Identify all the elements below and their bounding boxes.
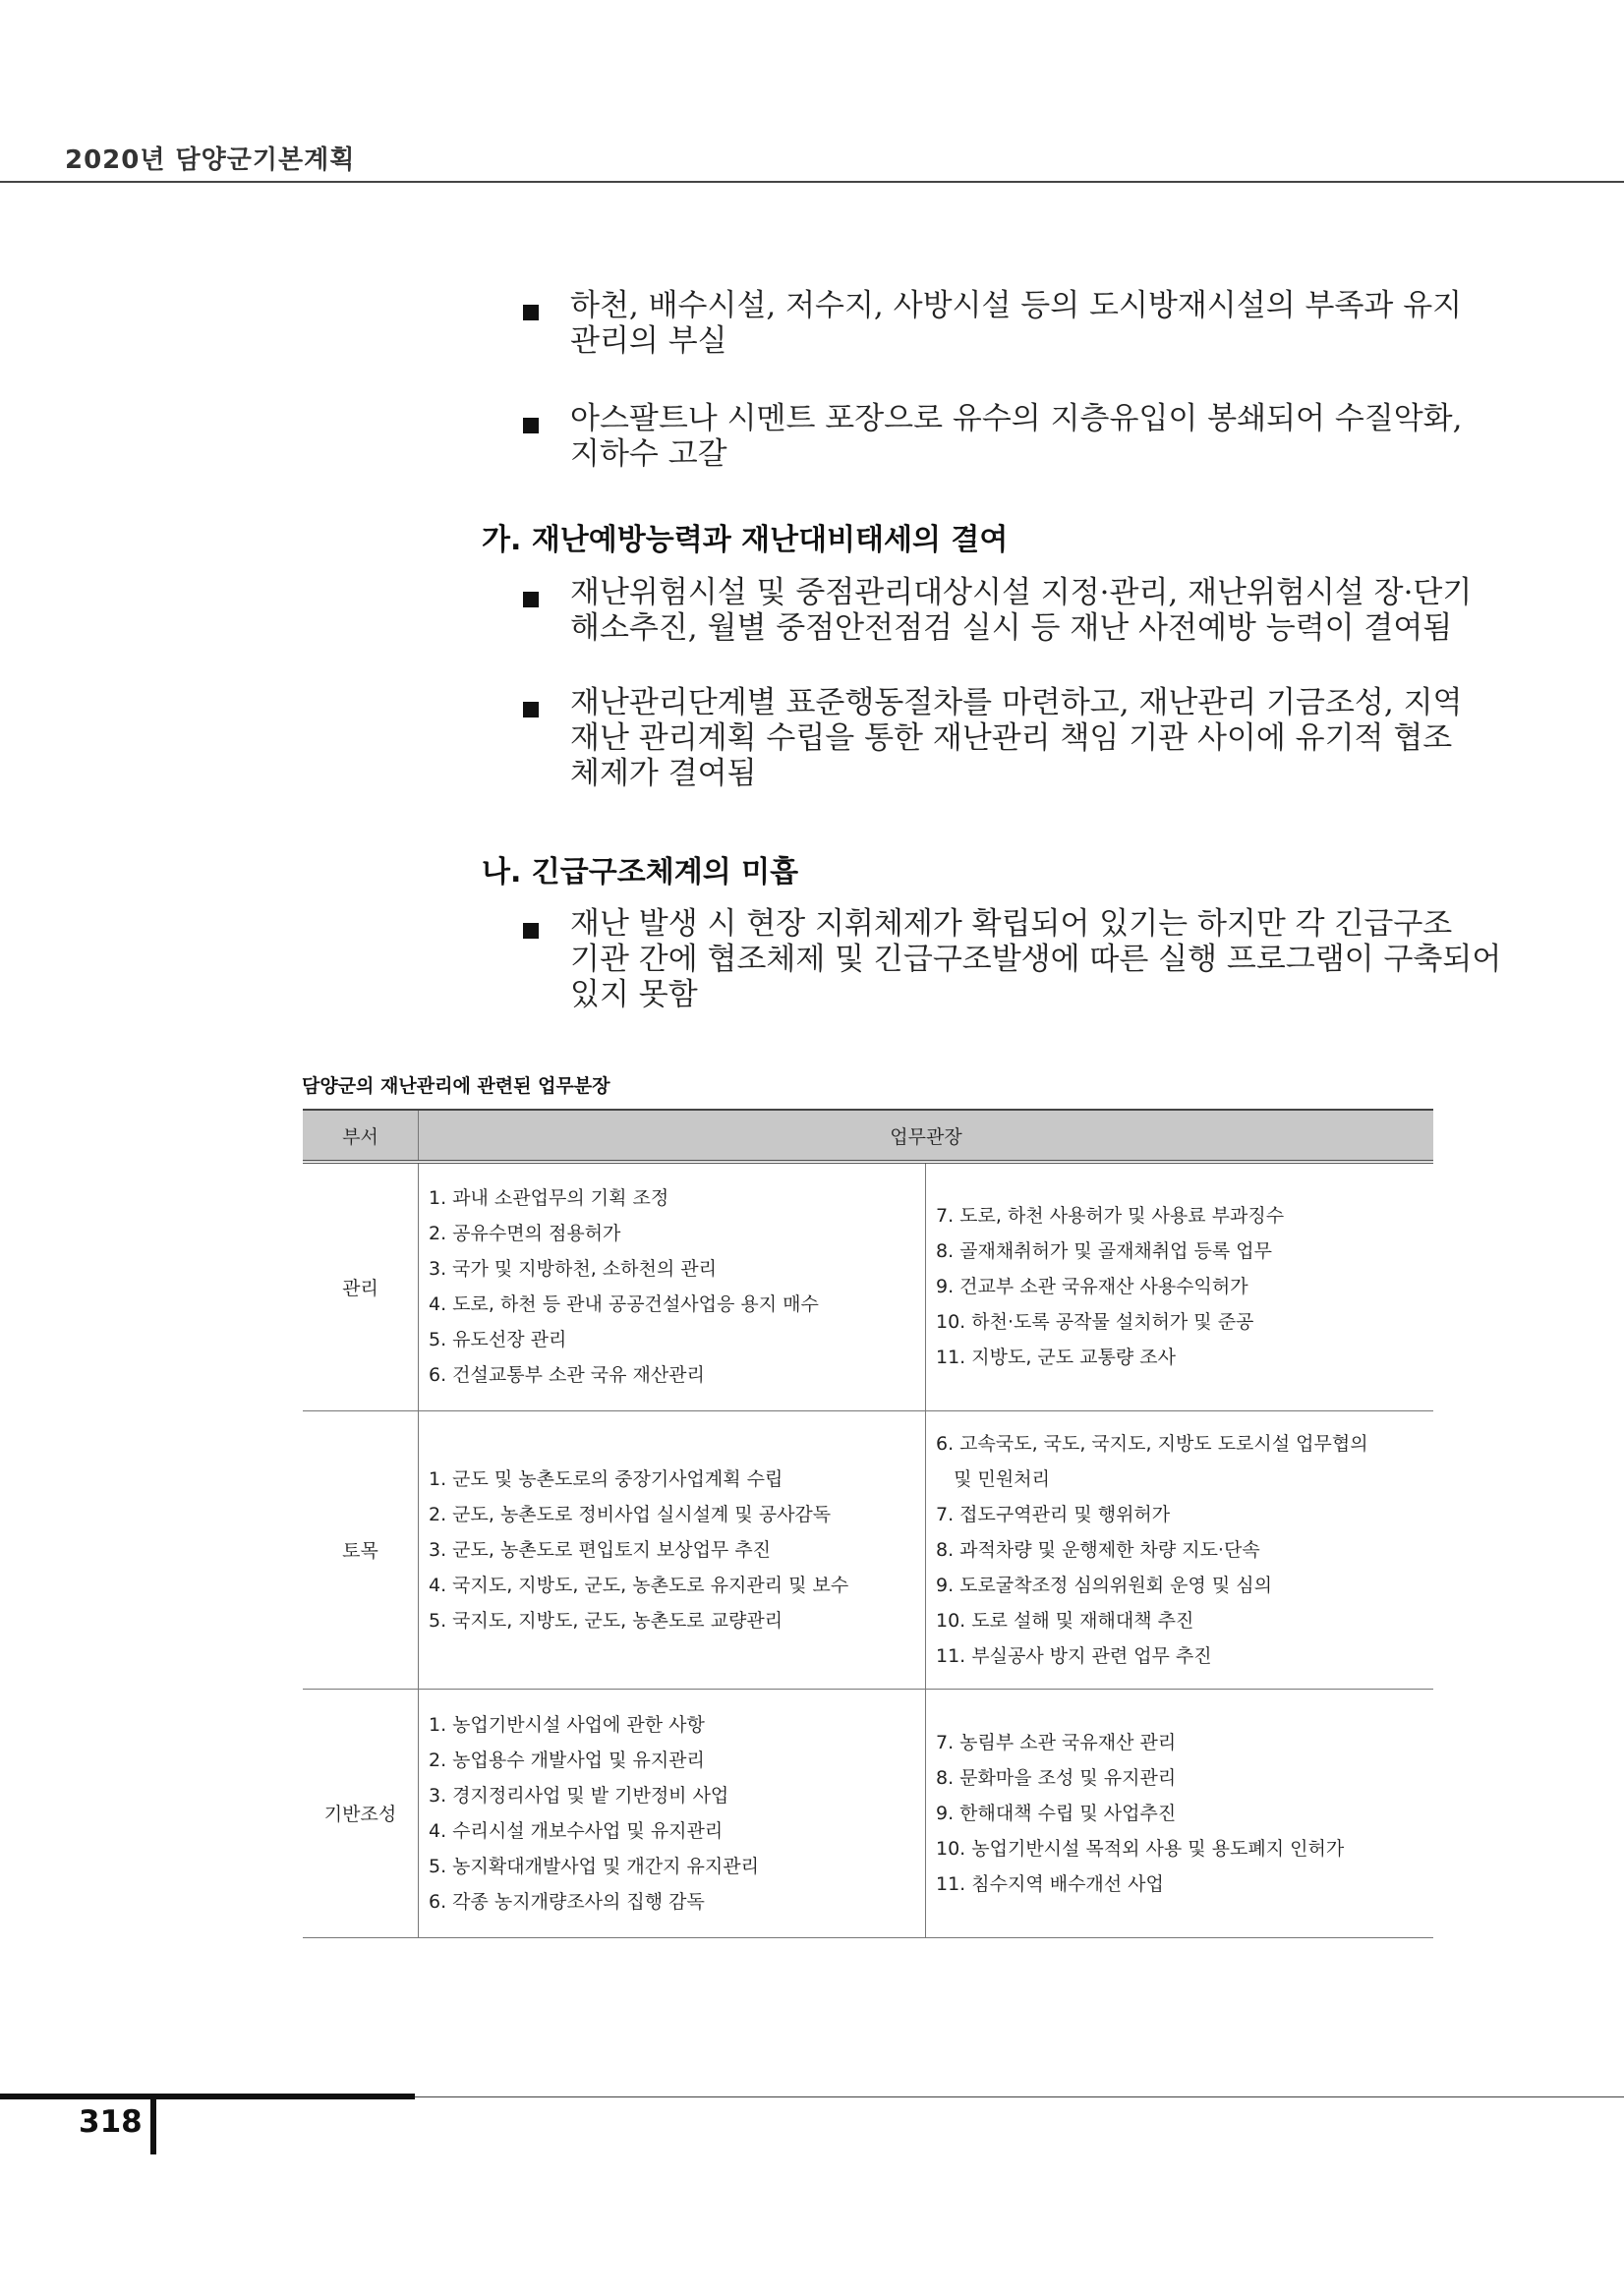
duty-table [303,1109,1433,1938]
duty-item: 3. 경지정리사업 및 밭 기반정비 사업 [429,1784,729,1807]
page-number-bar [150,2099,156,2154]
duty-item: 3. 국가 및 지방하천, 소하천의 관리 [429,1258,717,1281]
duty-item: 5. 국지도, 지방도, 군도, 농촌도로 교량관리 [429,1609,783,1632]
table-row [303,1162,1433,1410]
bullet-line: 있지 못함 [570,977,698,1012]
duty-cell-left [419,1162,926,1410]
bullet-line: 재난 발생 시 현장 지휘체제가 확립되어 있기는 하지만 각 긴급구조 [570,906,1453,942]
duty-item: 2. 공유수면의 점용허가 [429,1223,621,1245]
square-bullet-icon [523,305,539,320]
document-header-title: 2020년 담양군기본계획 [65,145,356,175]
bullet-item [482,288,1463,359]
duty-item: 1. 군도 및 농촌도로의 중장기사업계획 수립 [429,1467,783,1490]
duty-item: 3. 군도, 농촌도로 편입토지 보상업무 추진 [429,1538,772,1561]
bullet-item [482,685,1463,791]
duty-item: 6. 고속국도, 국도, 국지도, 지방도 도로시설 업무협의 [936,1432,1368,1455]
duty-item: 7. 접도구역관리 및 행위허가 [936,1503,1171,1525]
duty-item: 9. 건교부 소관 국유재산 사용수익허가 [936,1276,1248,1298]
bullet-line: 기관 간에 협조체제 및 긴급구조발생에 따른 실행 프로그램이 구축되어 [570,942,1502,977]
duty-item: 2. 농업용수 개발사업 및 유지관리 [429,1749,705,1771]
duty-item: 11. 지방도, 군도 교통량 조사 [936,1347,1176,1369]
duty-item: 7. 농림부 소관 국유재산 관리 [936,1731,1177,1753]
square-bullet-icon [523,592,539,607]
duty-cell-right [926,1162,1434,1410]
duty-item: 2. 군도, 농촌도로 정비사업 실시설계 및 공사감독 [429,1503,832,1525]
duty-item: 4. 수리시설 개보수사업 및 유지관리 [429,1819,724,1842]
section-heading: 나. 긴급구조체계의 미흡 [482,855,799,890]
square-bullet-icon [523,702,539,718]
bullet-line: 재난관리단계별 표준행동절차를 마련하고, 재난관리 기금조성, 지역 [570,685,1463,720]
bullet-line: 하천, 배수시설, 저수지, 사방시설 등의 도시방재시설의 부족과 유지 [570,288,1463,323]
page-number: 318 [79,2104,143,2140]
footer-rule-thick [0,2094,415,2099]
dept-cell: 토목 [303,1410,419,1689]
duty-item: 8. 골재채취허가 및 골재채취업 등록 업무 [936,1240,1272,1263]
bullet-line: 재난위험시설 및 중점관리대상시설 지정·관리, 재난위험시설 장·단기 [570,575,1473,610]
bullet-item [482,906,1502,1012]
bullet-line: 지하수 고갈 [570,436,727,472]
duty-item: 10. 도로 설해 및 재해대책 추진 [936,1609,1194,1632]
header-duties: 업무관장 [419,1110,1434,1162]
duty-item: 1. 농업기반시설 사업에 관한 사항 [429,1713,705,1736]
bullet-line: 관리의 부실 [570,323,727,359]
dept-cell: 관리 [303,1162,419,1410]
duty-item: 11. 부실공사 방지 관련 업무 추진 [936,1644,1212,1667]
duty-item: 6. 건설교통부 소관 국유 재산관리 [429,1364,705,1387]
duty-item: 5. 농지확대개발사업 및 개간지 유지관리 [429,1855,759,1877]
duty-item: 4. 도로, 하천 등 관내 공공건설사업응 용지 매수 [429,1293,819,1316]
table-header-row [303,1110,1433,1162]
duty-cell-right [926,1689,1434,1937]
section-heading: 가. 재난예방능력과 재난대비태세의 결여 [482,523,1009,557]
duty-item: 8. 문화마을 조성 및 유지관리 [936,1766,1177,1789]
header-dept: 부서 [303,1110,419,1162]
table-row [303,1689,1433,1937]
duty-item: 및 민원처리 [936,1467,1050,1490]
duty-item: 7. 도로, 하천 사용허가 및 사용료 부과징수 [936,1205,1285,1228]
square-bullet-icon [523,923,539,939]
table-caption: 담양군의 재난관리에 관련된 업무분장 [302,1075,610,1097]
bullet-line: 해소추진, 월별 중점안전점검 실시 등 재난 사전예방 능력이 결여됨 [570,610,1453,646]
duty-item: 9. 한해대책 수립 및 사업추진 [936,1802,1177,1824]
duty-item: 6. 각종 농지개량조사의 집행 감독 [429,1890,705,1913]
duty-item: 5. 유도선장 관리 [429,1329,567,1351]
bullet-line: 아스팔트나 시멘트 포장으로 유수의 지층유입이 봉쇄되어 수질악화, [570,401,1463,436]
duty-cell-left [419,1689,926,1937]
square-bullet-icon [523,418,539,433]
duty-item: 8. 과적차량 및 운행제한 차량 지도·단속 [936,1538,1260,1561]
bullet-item [482,401,1463,472]
duty-item: 4. 국지도, 지방도, 군도, 농촌도로 유지관리 및 보수 [429,1574,849,1596]
footer-rule-thin [415,2096,1624,2097]
table-row [303,1410,1433,1689]
dept-cell: 기반조성 [303,1689,419,1937]
duty-item: 10. 농업기반시설 목적외 사용 및 용도폐지 인허가 [936,1837,1345,1860]
bullet-item [482,575,1473,646]
bullet-line: 재난 관리계획 수립을 통한 재난관리 책임 기관 사이에 유기적 협조 [570,720,1453,756]
duty-item: 9. 도로굴착조정 심의위원회 운영 및 심의 [936,1574,1272,1596]
bullet-line: 체제가 결여됨 [570,756,757,791]
duty-item: 11. 침수지역 배수개선 사업 [936,1872,1164,1895]
duty-item: 1. 과내 소관업무의 기획 조정 [429,1187,669,1210]
duty-cell-right [926,1410,1434,1689]
header-rule [0,181,1624,183]
duty-item: 10. 하천·도록 공작물 설치허가 및 준공 [936,1311,1254,1334]
duty-cell-left [419,1410,926,1689]
